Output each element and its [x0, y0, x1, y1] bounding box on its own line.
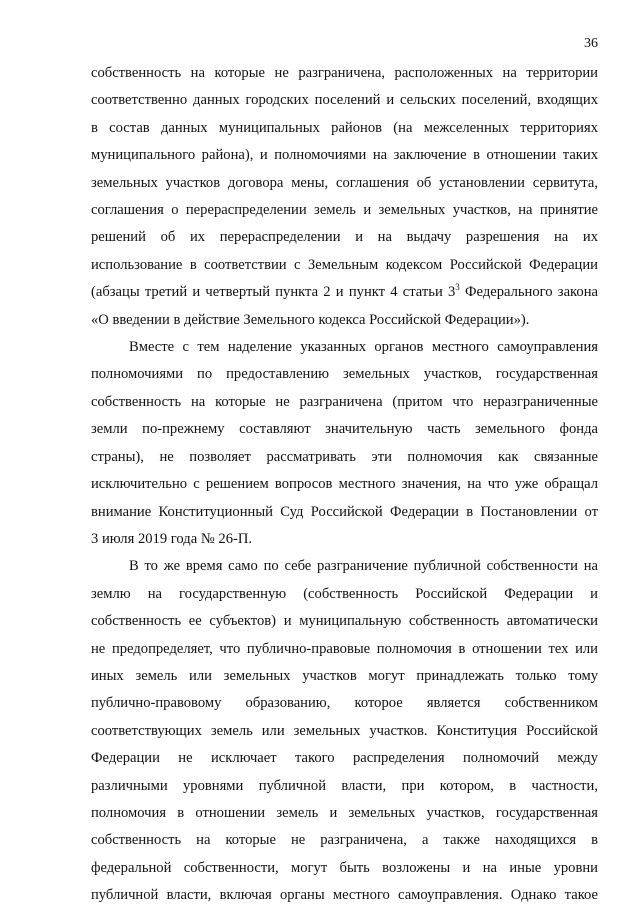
page-number: 36 [584, 36, 598, 51]
text-line: публично-правовому образованию, которое является собственником [91, 695, 598, 712]
text-line: собственность на которые не разграничена (притом что неразграниченные [91, 393, 598, 410]
text-line: соответственно данных городских поселений и сельских поселений, входящих [91, 92, 598, 109]
document-body [91, 60, 598, 910]
text-line [91, 334, 598, 361]
text-line: земельных участков договора мены, соглашения об установлении сервитута, [91, 174, 598, 191]
paragraph-3 [91, 553, 598, 909]
text-line [91, 279, 598, 306]
text-line: полномочия в отношении земель и земельных участков, государственная [91, 804, 598, 821]
text-line [91, 553, 598, 580]
text-fragment: (абзацы третий и четвертый пункта 2 и пункт 4 статьи 3 [91, 284, 456, 301]
text-line: решений об их перераспределении и на выдачу разрешения на их [91, 229, 598, 246]
text-fragment: Вместе с тем наделение указанных органов местного самоуправления [129, 339, 598, 356]
text-line: различными уровнями публичной власти, при котором, в частности, [91, 777, 598, 794]
text-line: муниципального района), и полномочиями на заключение в отношении таких [91, 147, 598, 164]
text-line: собственность ее субъектов) и муниципальную собственность автоматически [91, 613, 598, 630]
text-line: собственность на которые не разграничена, расположенных на территории [91, 65, 598, 81]
text-line: внимание Конституционный Суд Российской Федерации в Постановлении от [91, 503, 598, 520]
text-fragment: В то же время само по себе разграничение публичной собственности на [129, 558, 598, 575]
text-line: страны), не позволяет рассматривать эти полномочия как связанные [91, 448, 598, 465]
text-line: использование в соответствии с Земельным кодексом Российской Федерации [91, 256, 598, 273]
text-line: соглашения о перераспределении земель и земельных участков, на принятие [91, 202, 598, 219]
text-line: 3 июля 2019 года № 26-П. [91, 530, 253, 547]
text-line: полномочиями по предоставлению земельных участков, государственная [91, 366, 598, 383]
paragraph-1 [91, 60, 598, 334]
text-line: землю на государственную (собственность Российской Федерации и [91, 585, 598, 602]
text-line: не предопределяет, что публично-правовые полномочия в отношении тех или [91, 640, 598, 657]
text-line: федеральной собственности, могут быть возложены и на иные уровни [91, 859, 598, 876]
text-line: «О введении в действие Земельного кодекса Российской Федерации»). [91, 311, 530, 328]
text-line: собственность на которые не разграничена, а также находящихся в [91, 832, 598, 849]
text-line: в состав данных муниципальных районов (на межселенных территориях [91, 119, 598, 136]
text-line: Федерации не исключает такого распределения полномочий между [91, 750, 598, 767]
text-line: земли по-прежнему составляют значительную часть земельного фонда [91, 421, 598, 438]
text-line: соответствующих земель или земельных участков. Конституция Российской [91, 722, 598, 739]
paragraph-2 [91, 334, 598, 553]
text-line: публичной власти, включая органы местного самоуправления. Однако такое [91, 887, 598, 904]
text-fragment: Федерального закона [459, 284, 598, 301]
superscript-number: 3 [455, 282, 460, 293]
text-line: исключительно с решением вопросов местного значения, на что уже обращал [91, 476, 598, 493]
text-line: иных земель или земельных участков могут принадлежать только тому [91, 667, 598, 684]
